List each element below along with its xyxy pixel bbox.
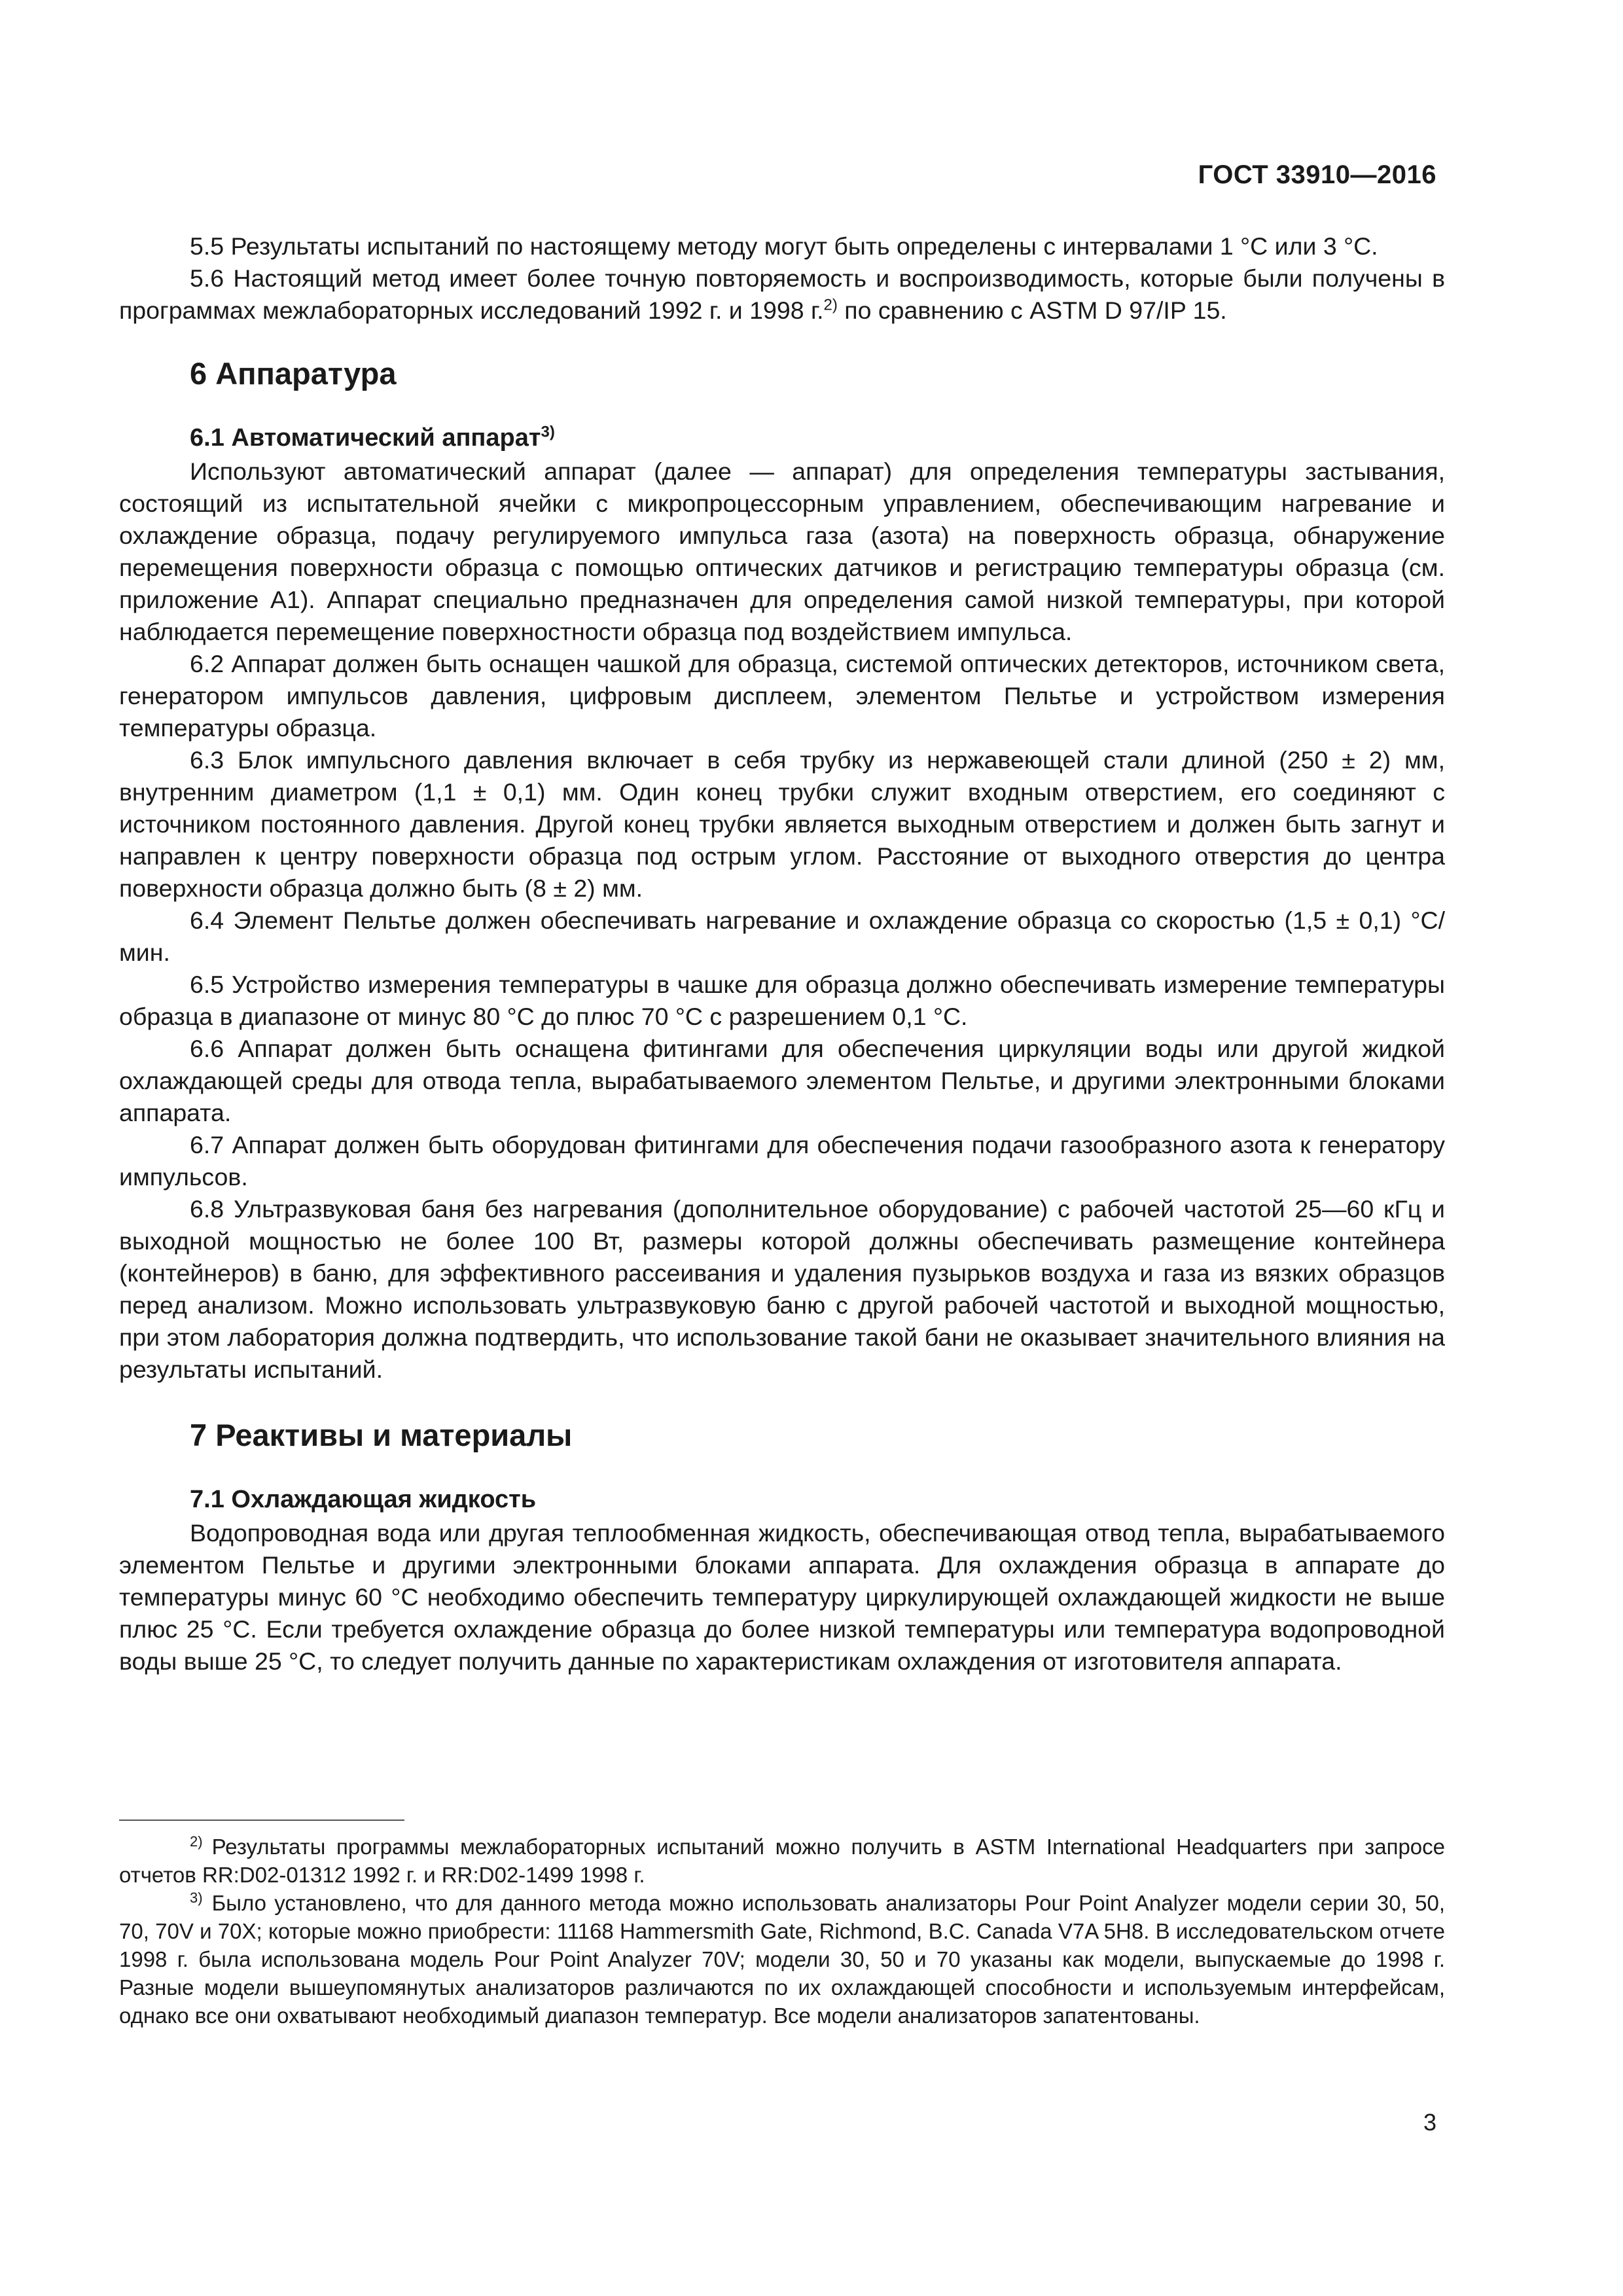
paragraph-5-6-text: 5.6 Настоящий метод имеет более точную повторяемость и воспроизводимость, которые были получены в программах межлабораторных исследований 1992 г. и 1998 г. [119, 264, 1445, 324]
paragraph-6-4: 6.4 Элемент Пельтье должен обеспечивать нагревание и охлаждение образца со скоростью (1,5 ± 0,1) °С/мин. [119, 906, 1445, 966]
page-number: 3 [1423, 2109, 1436, 2136]
paragraph-6-3: 6.3 Блок импульсного давления включает в себя трубку из нержавеющей стали длиной (250 ± 2) мм, внутренним диаметром (1,1 ± 0,1) мм. Один конец трубки служит входным отверстием, его соединяют с источником постоянного давления. Другой конец трубки является выходным отверстием и должен быть загнут и направлен к центру поверхности образца под острым углом. Расстояние от выходного отверстия до центра поверхности образца должно быть (8 ± 2) мм. [119, 746, 1445, 902]
footnote-2 [119, 1833, 1445, 1889]
paragraph-6-8: 6.8 Ультразвуковая баня без нагревания (дополнительное оборудование) с рабочей частотой 25—60 кГц и выходной мощностью не более 100 Вт, размеры которой должны обеспечивать размещение контейнера (контейнеров) в баню, для эффективного рассеивания и удаления пузырьков воздуха и газа из вязких образцов перед анализом. Можно использовать ультразвуковую баню с другой рабочей частотой и выходной мощностью, при этом лаборатория должна подтвердить, что использование такой бани не оказывает значительного влияния на результаты испытаний. [119, 1195, 1445, 1383]
footnote-ref-2: 2) [823, 296, 838, 314]
footnote-3-text: Было установлено, что для данного метода можно использовать анализаторы Pour Point Analyzer модели серии 30, 50, 70, 70V и 70X; которые можно приобрести: 11168 Hammersmith Gate, Richmond, B.C. Canada V7A 5H8. В исследовательском отчете 1998 г. была использована модель Pour Point Analyzer 70V; модели 30, 50 и 70 указаны как модели, выпускаемые до 1998 г. Разные модели вышеупомянутых анализаторов различаются по их охлаждающей способности и используемым интерфейсам, однако все они охватывают необходимый диапазон температур. Все модели анализаторов запатентованы. [119, 1891, 1445, 2028]
main-content [119, 230, 1445, 1677]
document-id-header: ГОСТ 33910—2016 [1198, 160, 1436, 189]
paragraph-5-6-tail: по сравнению с ASTM D 97/IP 15. [837, 296, 1227, 324]
footnote-3 [119, 1889, 1445, 2030]
paragraph-5-5: 5.5 Результаты испытаний по настоящему методу могут быть определены с интервалами 1 °С или 3 °С. [190, 232, 1378, 260]
paragraph-6-5: 6.5 Устройство измерения температуры в чашке для образца должно обеспечивать измерение температуры образца в диапазоне от минус 80 °С до плюс 70 °С с разрешением 0,1 °С. [119, 971, 1445, 1030]
footnote-ref-3: 3) [541, 423, 555, 441]
paragraph-6-1: Используют автоматический аппарат (далее — аппарат) для определения температуры застывания, состоящий из испытательной ячейки с микропроцессорным управлением, обеспечивающим нагревание и охлаждение образца, подачу регулируемого импульса газа (азота) на поверхность образца, обнаружение перемещения поверхности образца с помощью оптических датчиков и регистрацию температуры образца (см. приложение А1). Аппарат специально предназначен для определения самой низкой температуры, при которой наблюдается перемещение поверхностности образца под воздействием импульса. [119, 457, 1445, 645]
paragraph-6-6: 6.6 Аппарат должен быть оснащена фитингами для обеспечения циркуляции воды или другой жидкой охлаждающей среды для отвода тепла, вырабатываемого элементом Пельтье, и другими электронными блоками аппарата. [119, 1035, 1445, 1126]
footnote-2-text: Результаты программы межлабораторных испытаний можно получить в ASTM International Headquarters при запросе отчетов RR:D02-01312 1992 г. и RR:D02-1499 1998 г. [119, 1835, 1445, 1887]
footnote-separator [119, 1820, 404, 1821]
footnote-2-mark: 2) [190, 1833, 203, 1850]
footnote-3-mark: 3) [190, 1890, 203, 1906]
section-6-heading: 6 Аппаратура [190, 356, 397, 391]
paragraph-7-1: Водопроводная вода или другая теплообменная жидкость, обеспечивающая отвод тепла, вырабатываемого элементом Пельтье и другими электронными блоками аппарата. Для охлаждения образца в аппарате до температуры минус 60 °С необходимо обеспечить температуру циркулирующей охлаждающей жидкости не выше плюс 25 °С. Если требуется охлаждение образца до более низкой температуры или температура водопроводной воды выше 25 °С, то следует получить данные по характеристикам охлаждения от изготовителя аппарата. [119, 1519, 1445, 1675]
subsection-7-1-heading: 7.1 Охлаждающая жидкость [190, 1486, 537, 1513]
section-7-heading: 7 Реактивы и материалы [190, 1418, 573, 1452]
paragraph-6-2: 6.2 Аппарат должен быть оснащен чашкой для образца, системой оптических детекторов, источником света, генератором импульсов давления, цифровым дисплеем, элементом Пельтье и устройством измерения температуры образца. [119, 650, 1445, 742]
subsection-6-1-heading [190, 422, 1445, 454]
paragraph-6-7: 6.7 Аппарат должен быть оборудован фитингами для обеспечения подачи газообразного азота к генератору импульсов. [119, 1131, 1445, 1191]
paragraph-5-6 [119, 262, 1445, 327]
footnotes [119, 1833, 1445, 2030]
subsection-6-1-title: 6.1 Автоматический аппарат [190, 424, 541, 452]
